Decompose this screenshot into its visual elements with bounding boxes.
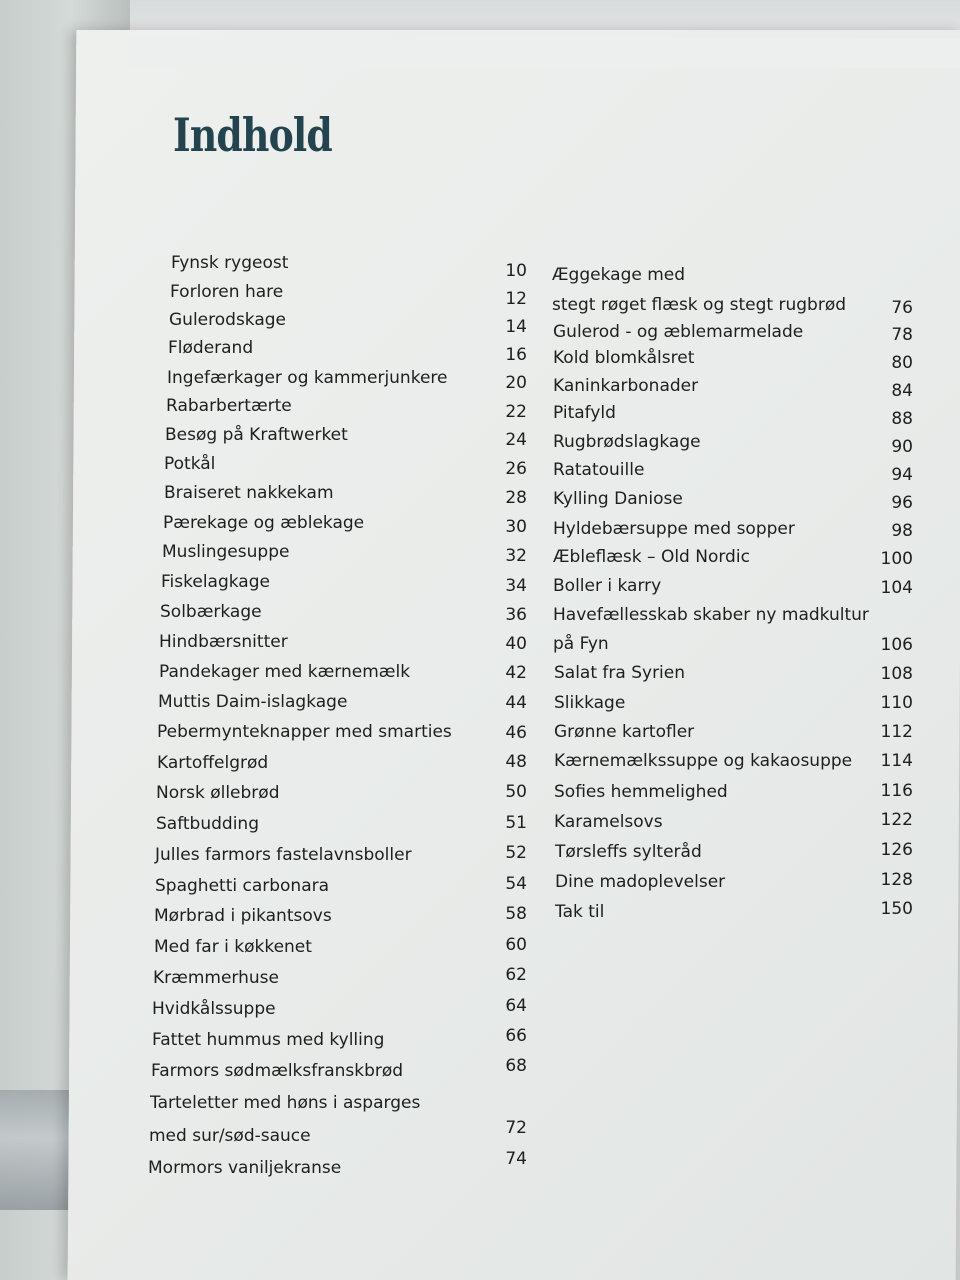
toc-entry-page-number: 24 (505, 430, 527, 450)
toc-entry-page-number: 40 (505, 634, 527, 654)
toc-entry-page-number: 90 (891, 437, 913, 457)
toc-entry-page-number: 36 (505, 605, 527, 625)
toc-entry-page-number: 16 (505, 345, 527, 365)
page-title: Indhold (173, 108, 332, 162)
toc-entry-page-number: 96 (891, 493, 913, 513)
toc-entry-title: Forloren hare (170, 282, 284, 302)
toc-entry-page-number: 150 (880, 899, 913, 919)
toc-entry-page-number: 34 (505, 576, 527, 596)
toc-entry-page-number: 68 (505, 1056, 527, 1076)
toc-entry-page-number: 64 (505, 996, 527, 1016)
toc-entry-title: Dine madoplevelser (555, 872, 726, 892)
toc-entry-title: Æbleflæsk – Old Nordic (553, 547, 750, 567)
toc-entry-title: Mørbrad i pikantsovs (154, 906, 332, 926)
toc-entry-title: Kaninkarbonader (553, 376, 699, 396)
toc-entry-title: Havefællesskab skaber ny madkultur (553, 605, 869, 625)
toc-entry-page-number: 108 (880, 664, 913, 684)
toc-entry-title: stegt røget flæsk og stegt rugbrød (552, 295, 847, 315)
toc-entry-title: Tak til (555, 902, 605, 922)
toc-entry-title: Rugbrødslagkage (553, 432, 701, 452)
toc-entry-title: Salat fra Syrien (554, 663, 686, 683)
toc-entry-page-number: 54 (505, 874, 527, 894)
toc-entry-page-number: 58 (505, 904, 527, 924)
toc-entry-title: Hyldebærsuppe med sopper (553, 519, 795, 539)
toc-entry-page-number: 62 (505, 965, 527, 985)
toc-entry-title: Fiskelagkage (161, 572, 270, 592)
toc-entry-page-number: 14 (505, 317, 527, 337)
toc-entry-page-number: 98 (891, 521, 913, 541)
toc-entry-page-number: 84 (891, 381, 913, 401)
toc-entry-title: Mormors vaniljekranse (148, 1158, 342, 1178)
toc-entry-page-number: 110 (880, 693, 913, 713)
toc-entry-page-number: 22 (505, 402, 527, 422)
toc-entry-page-number: 30 (505, 517, 527, 537)
toc-entry-title: Sofies hemmelighed (554, 782, 728, 802)
toc-entry-title: Rabarbertærte (166, 396, 292, 416)
toc-entry-page-number: 94 (891, 465, 913, 485)
toc-entry-page-number: 122 (880, 810, 913, 830)
toc-entry-title: Tørsleffs sylteråd (555, 842, 702, 862)
toc-entry-title: Solbærkage (160, 602, 262, 622)
toc-entry-title: Slikkage (554, 693, 626, 713)
toc-entry-page-number: 100 (880, 549, 913, 569)
toc-entry-page-number: 51 (505, 813, 527, 833)
toc-entry-page-number: 126 (880, 840, 913, 860)
toc-entry-title: Pandekager med kærnemælk (159, 662, 411, 682)
toc-entry-title: Potkål (164, 454, 216, 474)
toc-entry-page-number: 60 (505, 935, 527, 955)
toc-entry-title: Norsk øllebrød (156, 783, 280, 803)
toc-entry-title: Braiseret nakkekam (164, 483, 334, 503)
toc-entry-page-number: 76 (891, 298, 913, 318)
toc-entry-title: Med far i køkkenet (154, 937, 312, 957)
toc-entry-title: Kræmmerhuse (153, 968, 279, 988)
toc-entry-page-number: 46 (505, 723, 527, 743)
toc-entry-title: Kold blomkålsret (553, 348, 695, 368)
toc-entry-page-number: 88 (891, 409, 913, 429)
toc-entry-title: Æggekage med (552, 265, 686, 285)
toc-entry-title: Ratatouille (553, 460, 645, 480)
toc-entry-title: Pebermynteknapper med smarties (157, 722, 452, 742)
toc-entry-title: Muslingesuppe (162, 542, 290, 562)
toc-entry-page-number: 50 (505, 782, 527, 802)
toc-entry-title: Fynsk rygeost (171, 253, 289, 273)
toc-entry-page-number: 26 (505, 459, 527, 479)
toc-entry-page-number: 104 (880, 578, 913, 598)
toc-entry-page-number: 112 (880, 722, 913, 742)
toc-entry-title: Spaghetti carbonara (155, 876, 330, 896)
toc-entry-page-number: 48 (505, 752, 527, 772)
toc-entry-page-number: 72 (505, 1118, 527, 1138)
toc-entry-page-number: 80 (891, 353, 913, 373)
page-top (126, 38, 960, 68)
toc-entry-title: Besøg på Kraftwerket (165, 425, 348, 445)
toc-entry-page-number: 44 (505, 693, 527, 713)
toc-entry-title: på Fyn (553, 634, 609, 654)
toc-entry-page-number: 78 (891, 325, 913, 345)
toc-entry-title: Kærnemælkssuppe og kakaosuppe (554, 751, 853, 771)
toc-entry-page-number: 114 (880, 751, 913, 771)
toc-entry-title: Muttis Daim-islagkage (158, 692, 348, 712)
toc-entry-title: Gulerod - og æblemarmelade (553, 322, 804, 342)
toc-entry-title: Saftbudding (156, 814, 259, 834)
toc-entry-page-number: 10 (505, 261, 527, 281)
toc-entry-title: Pærekage og æblekage (163, 513, 365, 533)
toc-entry-title: Julles farmors fastelavnsboller (155, 845, 412, 865)
toc-entry-title: Hindbærsnitter (159, 632, 288, 652)
toc-entry-page-number: 32 (505, 546, 527, 566)
toc-entry-page-number: 74 (505, 1149, 527, 1169)
toc-entry-title: Farmors sødmælksfranskbrød (151, 1061, 404, 1081)
toc-entry-title: med sur/sød-sauce (149, 1126, 311, 1146)
toc-entry-title: Kylling Daniose (553, 489, 683, 509)
toc-entry-title: Grønne kartofler (554, 722, 695, 742)
toc-entry-title: Hvidkålssuppe (152, 999, 276, 1019)
toc-entry-title: Boller i karry (553, 576, 662, 596)
toc-entry-page-number: 116 (880, 781, 913, 801)
toc-entry-title: Gulerodskage (169, 310, 287, 330)
toc-entry-title: Fattet hummus med kylling (152, 1030, 385, 1050)
toc-entry-title: Kartoffelgrød (157, 753, 269, 773)
toc-entry-page-number: 28 (505, 488, 527, 508)
toc-entry-page-number: 42 (505, 663, 527, 683)
toc-entry-title: Tarteletter med høns i asparges (150, 1093, 421, 1113)
toc-entry-page-number: 106 (880, 635, 913, 655)
toc-entry-page-number: 66 (505, 1026, 527, 1046)
toc-entry-title: Pitafyld (553, 403, 616, 423)
toc-entry-title: Fløderand (168, 338, 254, 358)
toc-entry-page-number: 52 (505, 843, 527, 863)
toc-entry-title: Ingefærkager og kammerjunkere (167, 368, 448, 388)
toc-entry-page-number: 128 (880, 870, 913, 890)
toc-entry-title: Karamelsovs (554, 812, 663, 832)
toc-entry-page-number: 12 (505, 289, 527, 309)
toc-entry-page-number: 20 (505, 373, 527, 393)
